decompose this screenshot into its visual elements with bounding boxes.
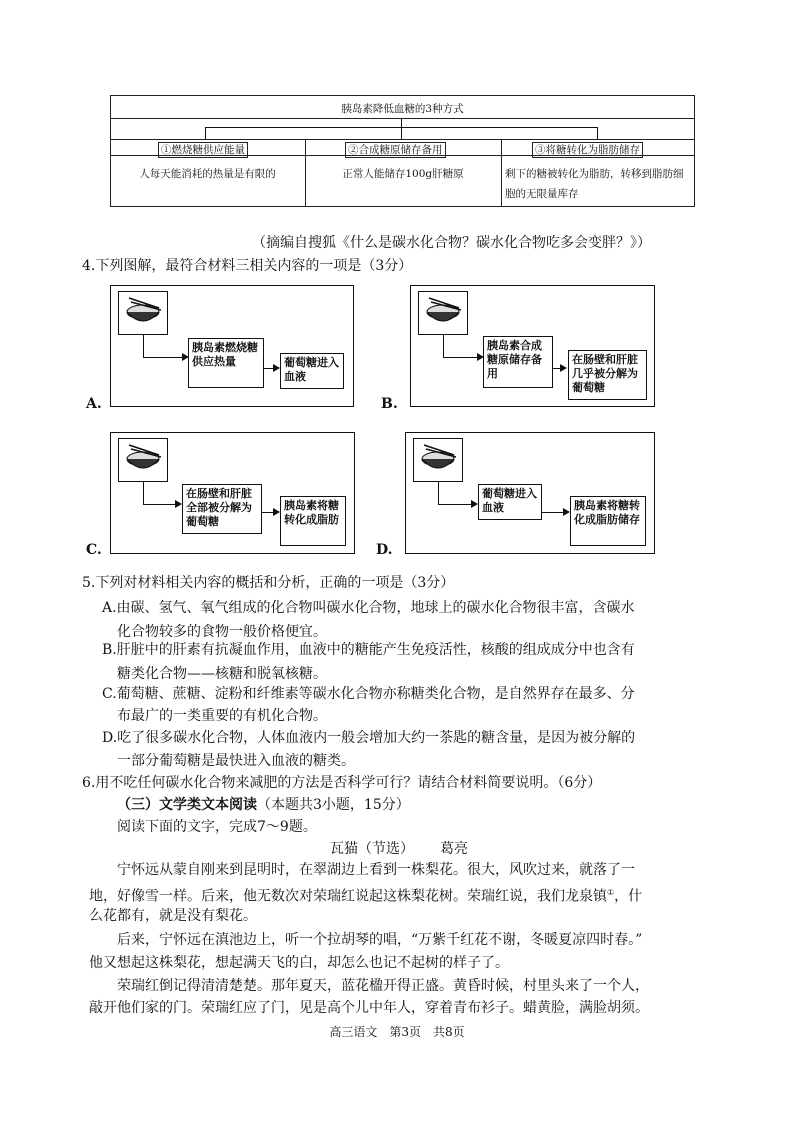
q4-b-box2: 在肠壁和肝脏几乎被分解为葡萄糖 [568, 350, 647, 400]
method-2-desc: 正常人能储存100g肝糖原 [342, 168, 464, 180]
rice-bowl-icon [118, 438, 168, 482]
q4-d-label: D. [376, 542, 393, 558]
q4-d-box1: 葡萄糖进入血液 [478, 484, 542, 520]
q5-option-d-line1: D.吃了很多碳水化合物，人体血液内一般会增加大约一茶匙的糖含量，是因为被分解的 [102, 730, 636, 746]
source-citation: （摘编自搜狐《什么是碳水化合物？碳水化合物吃多会变胖？》） [252, 235, 651, 251]
method-1-desc: 人每天能消耗的热量是有限的 [139, 168, 276, 180]
rice-bowl-icon [418, 291, 468, 335]
story-author: 葛亮 [440, 841, 468, 857]
q4-stem: 4.下列图解，最符合材料三相关内容的一项是（3分） [82, 258, 413, 274]
story-title-line [330, 839, 468, 859]
section3-heading: （三）文学类文本阅读 [117, 797, 257, 813]
q5-option-b-line2: 糖类化合物——核糖和脱氧核糖。 [117, 666, 327, 682]
story-p1-line3: 么花都有，就是没有梨花。 [89, 908, 257, 924]
q4-b-box1: 胰岛素合成糖原储存备用 [483, 336, 553, 388]
q4-d-box2: 胰岛素将糖转化成脂肪储存 [570, 496, 646, 546]
section3-instruction: 阅读下面的文字，完成7～9题。 [117, 819, 317, 835]
q5-option-a-line2: 化合物较多的食物一般价格便宜。 [117, 624, 327, 640]
q4-c-box1: 在肠壁和肝脏全部被分解为葡萄糖 [182, 484, 262, 534]
page-footer: 高三语文 第3页 共8页 [329, 1025, 465, 1039]
story-p1-line1: 宁怀远从蒙自刚来到昆明时，在翠湖边上看到一株梨花。很大，风吹过来，就落了一 [117, 862, 635, 878]
story-p1-line2: 地，好像雪一样。后来，他无数次对荣瑞红说起这株梨花树。荣瑞红说，我们龙泉镇①，什 [89, 888, 643, 905]
method-3-desc: 剩下的糖被转化为脂肪，转移到脂肪细胞的无限量库存 [505, 168, 684, 200]
table-title: 胰岛素降低血糖的3种方式 [341, 103, 464, 115]
story-p3-line1: 荣瑞红倒记得清清楚楚。那年夏天，蓝花楹开得正盛。黄昏时候，村里头来了一个人， [117, 978, 649, 994]
q4-c-label: C. [86, 542, 102, 558]
q5-stem: 5.下列对材料相关内容的概括和分析，正确的一项是（3分） [82, 575, 455, 591]
section3-note: （本题共3小题，15分） [257, 797, 410, 813]
method-1-name: ①燃烧糖供应能量 [158, 142, 248, 158]
method-2-name: ②合成糖原储存备用 [345, 142, 446, 158]
q4-a-box2: 葡萄糖进入血液 [280, 353, 344, 389]
q4-b-label: B. [381, 396, 398, 412]
q5-option-a-line1: A.由碳、氢气、氧气组成的化合物叫碳水化合物，地球上的碳水化合物很丰富，含碳水 [102, 600, 635, 616]
q5-option-c-line1: C.葡萄糖、蔗糖、淀粉和纤维素等碳水化合物亦称糖类化合物，是自然界存在最多、分 [102, 686, 635, 702]
footnote-marker: ① [607, 888, 615, 897]
q6-stem: 6.用不吃任何碳水化合物来减肥的方法是否科学可行？请结合材料简要说明。（6分） [82, 775, 602, 791]
rice-bowl-icon [413, 438, 463, 482]
story-p2-line1: 后来，宁怀远在滇池边上，听一个拉胡琴的唱，“万紫千红花不谢，冬暖夏凉四时春。” [117, 932, 643, 948]
q5-option-c-line2: 布最广的一类重要的有机化合物。 [117, 708, 327, 724]
q4-a-label: A. [86, 396, 102, 412]
story-p2-line2: 他又想起这株梨花，想起满天飞的白，却怎么也记不起树的样子了。 [89, 955, 509, 971]
story-title: 瓦猫（节选） [330, 841, 414, 857]
story-p3-line2: 敲开他们家的门。荣瑞红应了门，见是高个儿中年人，穿着青布衫子。蜡黄脸，满脸胡须。 [89, 1000, 649, 1016]
section3-heading-line [117, 795, 410, 815]
q5-option-b-line1: B.肝脏中的肝素有抗凝血作用，血液中的糖能产生免疫活性，核酸的组成成分中也含有 [102, 642, 635, 658]
rice-bowl-icon [118, 291, 168, 335]
method-3-name: ③将糖转化为脂肪储存 [532, 142, 643, 158]
q4-a-box1: 胰岛素燃烧糖供应热量 [188, 338, 264, 388]
q5-option-d-line2: 一部分葡萄糖是最快进入血液的糖类。 [117, 753, 355, 769]
q4-c-box2: 胰岛素将糖转化成脂肪 [280, 496, 346, 546]
